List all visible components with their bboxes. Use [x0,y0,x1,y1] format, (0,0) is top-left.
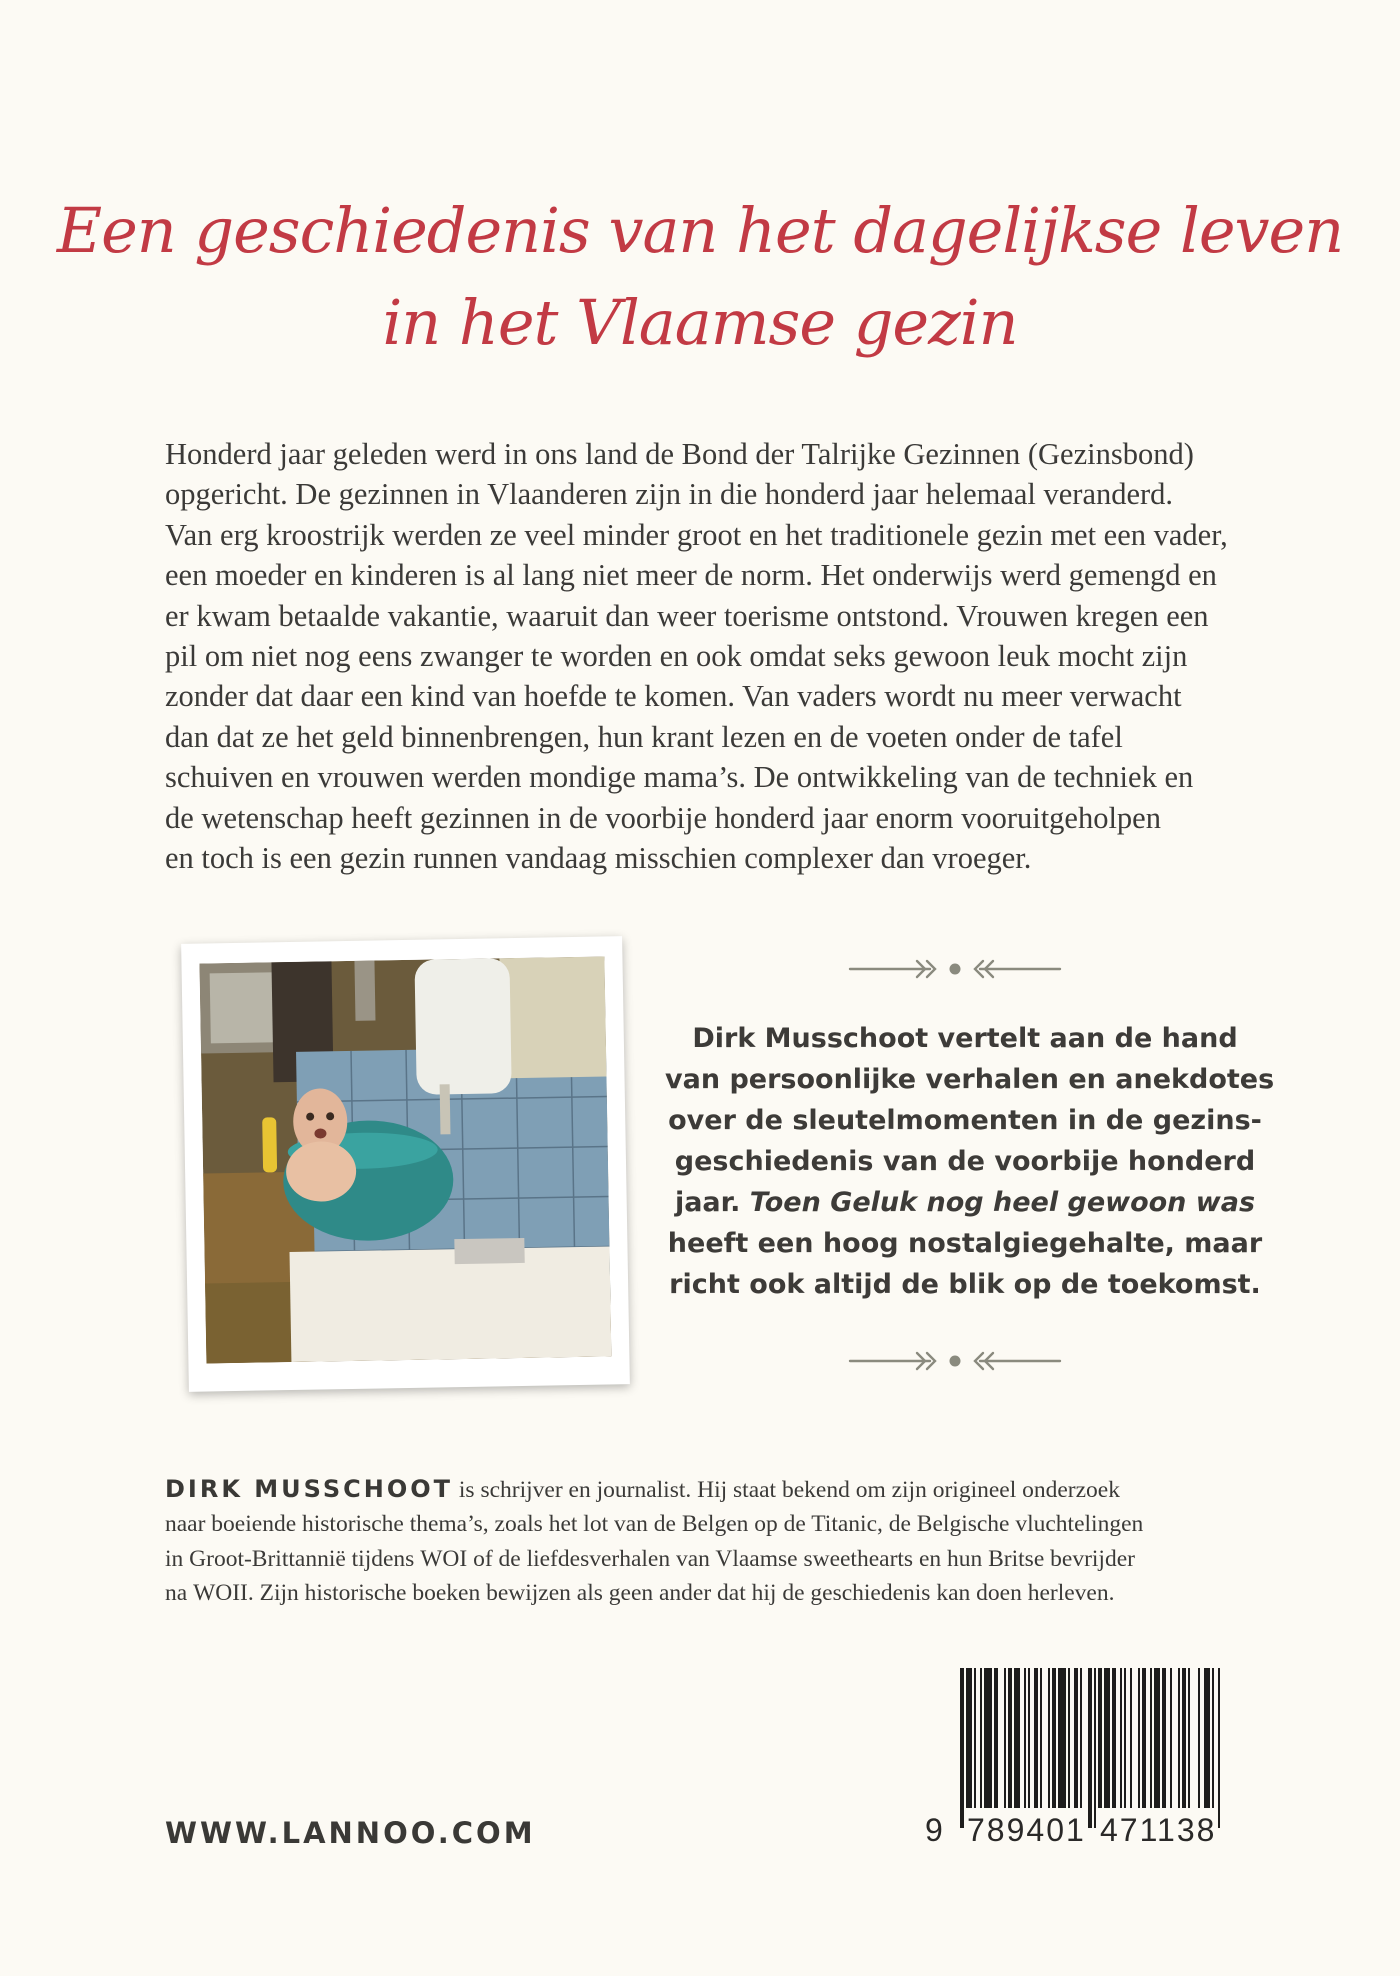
barcode-bar [1150,1668,1152,1808]
ornament-divider-top [845,954,1065,984]
barcode-bar [1068,1668,1070,1808]
barcode-bar [1182,1668,1186,1808]
intro-line: schuiven en vrouwen werden mondige mama’s. De ontwikkeling van de techniek en [165,760,1194,795]
blurb-line: heeft een hoog nostalgiegehalte, maar [667,1228,1263,1259]
bio-text: na [165,1579,194,1606]
barcode-bar [1034,1668,1038,1808]
barcode-bar [1112,1668,1116,1808]
intro-line: zonder dat daar een kind van hoefde te komen. Van vaders wordt nu meer verwacht [165,679,1182,714]
barcode-bar [980,1668,982,1808]
barcode-bar [960,1668,964,1828]
publisher-website: WWW.LANNOO.COM [165,1816,536,1850]
bio-ww2: WOII [193,1579,248,1606]
barcode-bar [1212,1668,1214,1808]
barcode-bar [1138,1668,1140,1808]
intro-line: een moeder en kinderen is al lang niet meer de norm. Het onderwijs werd gemengd en [165,558,1217,593]
intro-line: de wetenschap heeft gezinnen in de voorbije honderd jaar enorm vooruitgeholpen [165,800,1161,835]
tagline-line-1: Een geschiedenis van het dagelijkse leven [56,194,1344,267]
barcode-bar [1124,1668,1126,1808]
intro-line: pil om niet nog eens zwanger te worden en ook omdat seks gewoon leuk mocht zijn [165,639,1188,674]
bio-text: in Groot-Brittannië tijdens [165,1545,421,1572]
barcode-bar [1014,1668,1020,1808]
barcode-bar [1104,1668,1110,1808]
bio-line: naar boeiende historische thema’s, zoals het lot van de Belgen op de Titanic, de Belgische vluchtelingen [165,1511,1144,1538]
barcode-bar [1008,1668,1012,1808]
author-bio [165,1472,1265,1610]
barcode-bar [984,1668,992,1808]
blurb-line: Dirk Musschoot vertelt aan de hand [692,1023,1238,1054]
barcode-bar [1188,1668,1190,1808]
barcode-bar [1154,1668,1160,1808]
isbn-group-1: 789401 [967,1812,1086,1848]
intro-line: Van erg kroostrijk werden ze veel minder groot en het traditionele gezin met een vader, [165,517,1228,552]
bio-text: . Zijn historische boeken bewijzen als geen ander dat hij de geschiedenis kan doen herleven. [247,1579,1115,1606]
bio-text: is schrijver en journalist. Hij staat bekend om zijn origineel onderzoek [453,1477,1120,1503]
barcode-bar [1048,1668,1050,1808]
bio-ww1: WOI [420,1545,468,1572]
barcode-bar [1024,1668,1026,1808]
bio-text: of de liefdesverhalen van Vlaamse sweethearts en hun Britse bevrijder [467,1545,1135,1572]
barcode-bar [1130,1668,1132,1808]
author-blurb [665,1018,1275,1305]
barcode-bar [1088,1668,1092,1828]
intro-line: dan dat ze het geld binnenbrengen, hun krant lezen en de voeten onder de tafel [165,719,1123,754]
barcode-bar [1204,1668,1210,1808]
blurb-line [665,1182,1265,1223]
barcode-bar [1028,1668,1030,1808]
baby-in-bathtub-photo [199,956,611,1363]
barcode-bar [1080,1668,1082,1808]
barcode-bar [1198,1668,1200,1808]
blurb-line-prefix: jaar. [674,1187,750,1218]
barcode-bar [1218,1668,1220,1828]
author-name: DIRK MUSSCHOOT [165,1475,454,1503]
intro-line: Honderd jaar geleden werd in ons land de Bond der Talrijke Gezinnen (Gezinsbond) [165,437,1194,471]
intro-line: opgericht. De gezinnen in Vlaanderen zijn in die honderd jaar helemaal veranderd. [165,477,1174,512]
barcode-bar [1170,1668,1172,1808]
tagline-line-2: in het Vlaamse gezin [382,286,1018,359]
bio-line [165,1472,1265,1507]
barcode-bar [1004,1668,1006,1808]
isbn-group-2: 471138 [1100,1812,1217,1848]
intro-paragraph [165,434,1245,878]
barcode-bar [966,1668,972,1808]
bio-line [165,1542,1265,1576]
barcode-bar [1040,1668,1042,1808]
barcode-bar [1052,1668,1056,1808]
barcode-bar [1178,1668,1180,1808]
barcode-bar [1094,1668,1096,1828]
polaroid-photo [181,936,630,1392]
barcode-bar [1074,1668,1078,1808]
blurb-line: geschiedenis van de voorbije honderd [674,1146,1256,1177]
blurb-line: over de sleutelmomenten in de gezins- [668,1105,1262,1136]
barcode-bar [1120,1668,1122,1808]
blurb-line: van persoonlijke verhalen en anekdotes [665,1064,1275,1095]
book-title: Toen Geluk nog heel gewoon was [749,1187,1256,1218]
barcode-bar [974,1668,976,1808]
blurb-line: richt ook altijd de blik op de toekomst. [669,1269,1261,1300]
barcode-bar [1098,1668,1102,1808]
barcode-bar [1142,1668,1146,1808]
barcode-bar [994,1668,998,1808]
barcode-bar [1162,1668,1166,1808]
intro-line: er kwam betaalde vakantie, waaruit dan weer toerisme ontstond. Vrouwen kregen een [165,598,1209,633]
bio-line [165,1576,1265,1610]
isbn-first-digit: 9 [925,1812,943,1848]
intro-line: en toch is een gezin runnen vandaag misschien complexer dan vroeger. [165,841,1032,876]
ornament-divider-bottom [845,1346,1065,1376]
barcode-bar [1058,1668,1066,1808]
isbn-barcode [958,1668,1230,1828]
